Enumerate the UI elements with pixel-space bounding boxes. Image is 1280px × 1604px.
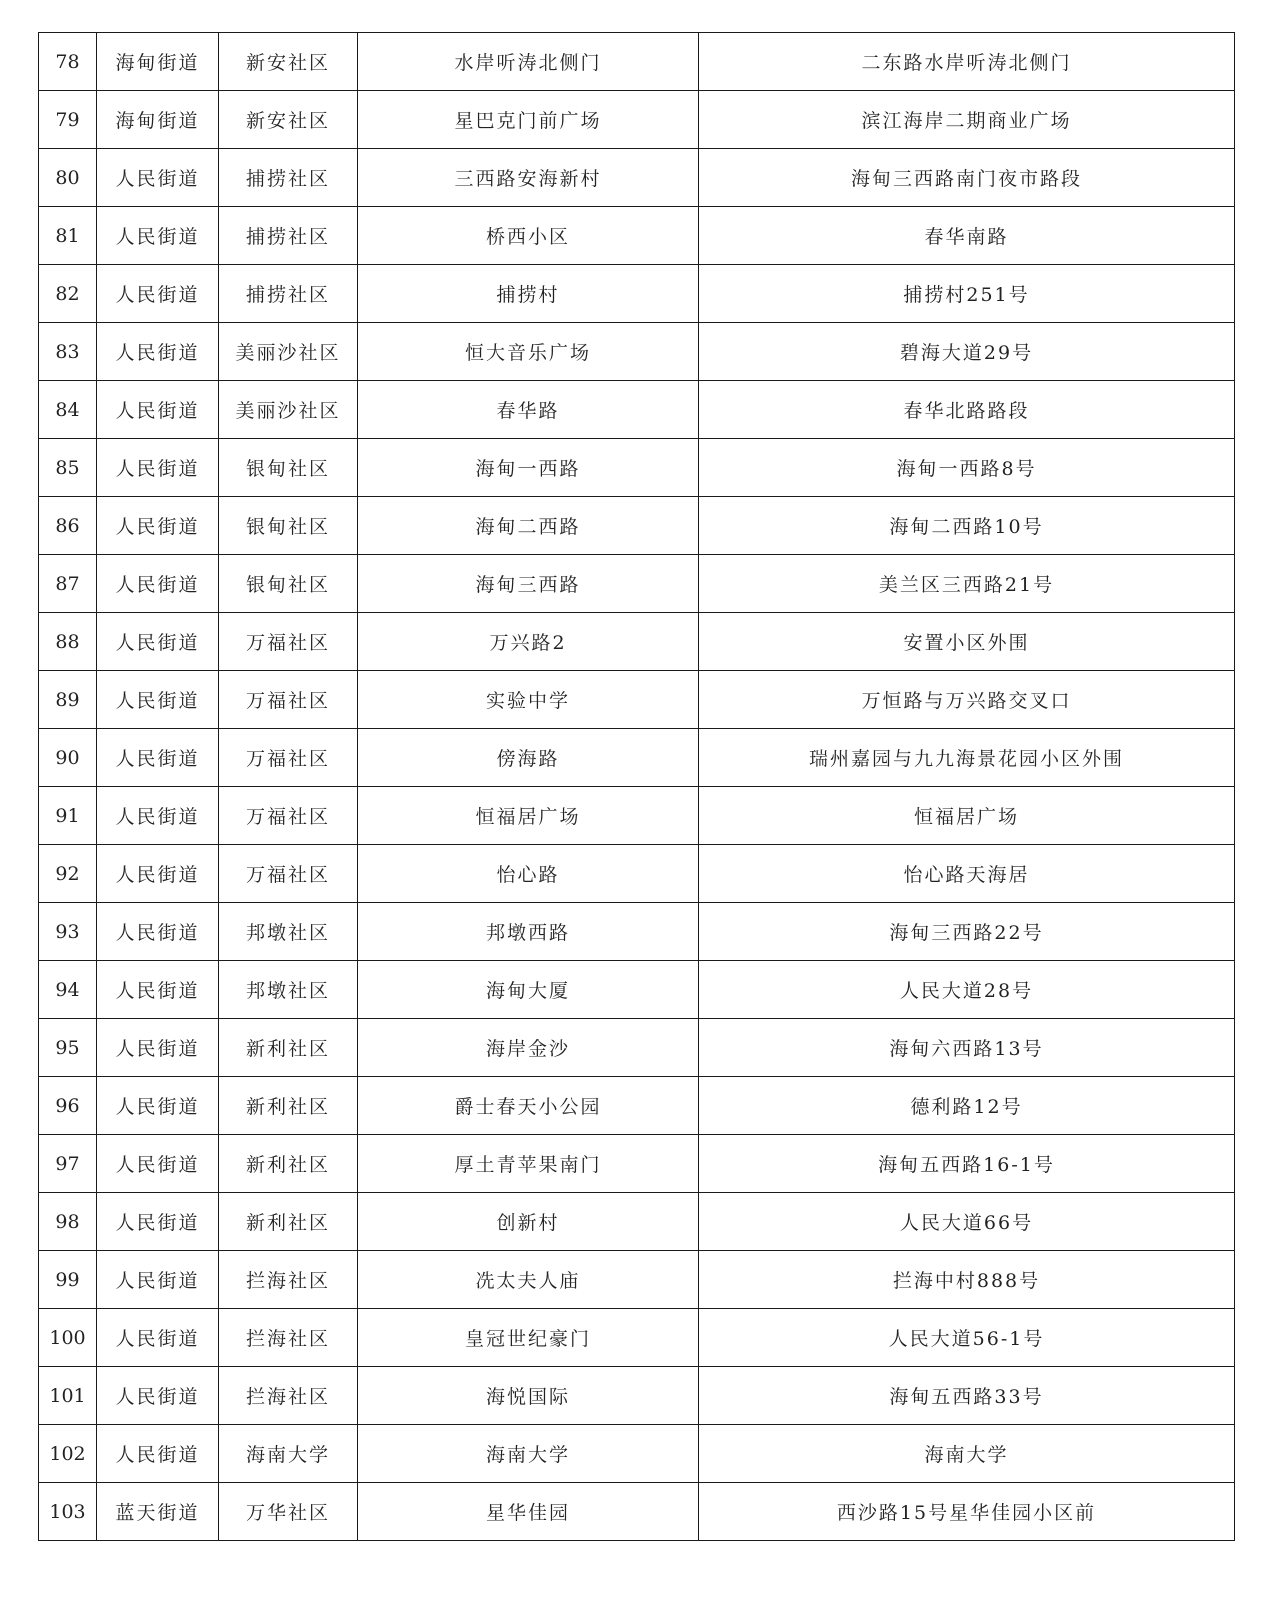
street-cell: 人民街道 [97, 729, 219, 787]
address-cell: 碧海大道29号 [699, 323, 1235, 381]
table-row [39, 903, 1235, 961]
street-cell: 人民街道 [97, 1193, 219, 1251]
street-cell: 人民街道 [97, 613, 219, 671]
community-cell: 万福社区 [219, 729, 358, 787]
street-cell: 人民街道 [97, 555, 219, 613]
community-cell: 新安社区 [219, 33, 358, 91]
row-number-cell: 86 [39, 497, 97, 555]
address-cell: 人民大道56-1号 [699, 1309, 1235, 1367]
street-cell: 人民街道 [97, 1425, 219, 1483]
table-row [39, 1251, 1235, 1309]
table-row [39, 497, 1235, 555]
row-number-cell: 88 [39, 613, 97, 671]
row-number-cell: 101 [39, 1367, 97, 1425]
address-cell: 海甸三西路南门夜市路段 [699, 149, 1235, 207]
community-cell: 新利社区 [219, 1019, 358, 1077]
table-row [39, 1425, 1235, 1483]
address-cell: 海甸五西路33号 [699, 1367, 1235, 1425]
location-cell: 桥西小区 [358, 207, 699, 265]
address-cell: 人民大道28号 [699, 961, 1235, 1019]
table-row [39, 1309, 1235, 1367]
table-row [39, 845, 1235, 903]
street-cell: 人民街道 [97, 497, 219, 555]
row-number-cell: 103 [39, 1483, 97, 1541]
row-number-cell: 85 [39, 439, 97, 497]
address-cell: 海甸三西路22号 [699, 903, 1235, 961]
location-cell: 恒福居广场 [358, 787, 699, 845]
community-cell: 新利社区 [219, 1193, 358, 1251]
community-cell: 银甸社区 [219, 555, 358, 613]
street-cell: 人民街道 [97, 149, 219, 207]
table-row [39, 1019, 1235, 1077]
table-row [39, 961, 1235, 1019]
table-row [39, 1367, 1235, 1425]
community-cell: 邦墩社区 [219, 961, 358, 1019]
row-number-cell: 97 [39, 1135, 97, 1193]
location-cell: 春华路 [358, 381, 699, 439]
address-cell: 万恒路与万兴路交叉口 [699, 671, 1235, 729]
street-cell: 人民街道 [97, 671, 219, 729]
table-row [39, 33, 1235, 91]
location-cell: 海岸金沙 [358, 1019, 699, 1077]
location-cell: 皇冠世纪豪门 [358, 1309, 699, 1367]
address-cell: 拦海中村888号 [699, 1251, 1235, 1309]
location-cell: 恒大音乐广场 [358, 323, 699, 381]
street-cell: 人民街道 [97, 787, 219, 845]
table-row [39, 1483, 1235, 1541]
community-cell: 万福社区 [219, 787, 358, 845]
table-row [39, 439, 1235, 497]
address-cell: 海甸二西路10号 [699, 497, 1235, 555]
community-cell: 银甸社区 [219, 497, 358, 555]
table-row [39, 91, 1235, 149]
table-row [39, 1077, 1235, 1135]
row-number-cell: 94 [39, 961, 97, 1019]
community-cell: 万福社区 [219, 613, 358, 671]
table-row [39, 265, 1235, 323]
address-cell: 滨江海岸二期商业广场 [699, 91, 1235, 149]
street-cell: 海甸街道 [97, 91, 219, 149]
row-number-cell: 92 [39, 845, 97, 903]
address-cell: 春华南路 [699, 207, 1235, 265]
location-cell: 海甸一西路 [358, 439, 699, 497]
location-cell: 水岸听涛北侧门 [358, 33, 699, 91]
data-table [38, 32, 1235, 1541]
row-number-cell: 79 [39, 91, 97, 149]
street-cell: 人民街道 [97, 1309, 219, 1367]
row-number-cell: 91 [39, 787, 97, 845]
address-cell: 德利路12号 [699, 1077, 1235, 1135]
table-row [39, 613, 1235, 671]
location-cell: 海甸大厦 [358, 961, 699, 1019]
row-number-cell: 89 [39, 671, 97, 729]
table-row [39, 555, 1235, 613]
row-number-cell: 100 [39, 1309, 97, 1367]
row-number-cell: 78 [39, 33, 97, 91]
street-cell: 人民街道 [97, 845, 219, 903]
table-row [39, 671, 1235, 729]
row-number-cell: 96 [39, 1077, 97, 1135]
address-cell: 美兰区三西路21号 [699, 555, 1235, 613]
location-cell: 傍海路 [358, 729, 699, 787]
address-cell: 怡心路天海居 [699, 845, 1235, 903]
row-number-cell: 102 [39, 1425, 97, 1483]
community-cell: 捕捞社区 [219, 207, 358, 265]
location-cell: 实验中学 [358, 671, 699, 729]
community-cell: 新利社区 [219, 1077, 358, 1135]
row-number-cell: 81 [39, 207, 97, 265]
location-cell: 爵士春天小公园 [358, 1077, 699, 1135]
row-number-cell: 95 [39, 1019, 97, 1077]
location-cell: 捕捞村 [358, 265, 699, 323]
street-cell: 人民街道 [97, 1077, 219, 1135]
address-cell: 恒福居广场 [699, 787, 1235, 845]
table-row [39, 323, 1235, 381]
address-cell: 海甸五西路16-1号 [699, 1135, 1235, 1193]
location-cell: 星华佳园 [358, 1483, 699, 1541]
location-cell: 创新村 [358, 1193, 699, 1251]
street-cell: 人民街道 [97, 439, 219, 497]
location-cell: 海南大学 [358, 1425, 699, 1483]
row-number-cell: 99 [39, 1251, 97, 1309]
street-cell: 人民街道 [97, 1019, 219, 1077]
address-cell: 二东路水岸听涛北侧门 [699, 33, 1235, 91]
row-number-cell: 80 [39, 149, 97, 207]
table-row [39, 1135, 1235, 1193]
address-cell: 海甸六西路13号 [699, 1019, 1235, 1077]
location-cell: 冼太夫人庙 [358, 1251, 699, 1309]
street-cell: 人民街道 [97, 1135, 219, 1193]
community-cell: 邦墩社区 [219, 903, 358, 961]
community-cell: 拦海社区 [219, 1309, 358, 1367]
address-cell: 西沙路15号星华佳园小区前 [699, 1483, 1235, 1541]
location-cell: 三西路安海新村 [358, 149, 699, 207]
community-cell: 拦海社区 [219, 1251, 358, 1309]
community-cell: 海南大学 [219, 1425, 358, 1483]
table-row [39, 381, 1235, 439]
community-cell: 万福社区 [219, 671, 358, 729]
community-cell: 美丽沙社区 [219, 323, 358, 381]
community-cell: 美丽沙社区 [219, 381, 358, 439]
location-cell: 星巴克门前广场 [358, 91, 699, 149]
street-cell: 人民街道 [97, 207, 219, 265]
address-cell: 人民大道66号 [699, 1193, 1235, 1251]
row-number-cell: 98 [39, 1193, 97, 1251]
table-row [39, 729, 1235, 787]
location-cell: 海甸三西路 [358, 555, 699, 613]
street-cell: 海甸街道 [97, 33, 219, 91]
community-cell: 银甸社区 [219, 439, 358, 497]
community-cell: 新利社区 [219, 1135, 358, 1193]
street-cell: 人民街道 [97, 903, 219, 961]
street-cell: 人民街道 [97, 381, 219, 439]
street-cell: 人民街道 [97, 323, 219, 381]
table-row [39, 149, 1235, 207]
community-cell: 万福社区 [219, 845, 358, 903]
row-number-cell: 93 [39, 903, 97, 961]
community-cell: 捕捞社区 [219, 265, 358, 323]
table-row [39, 787, 1235, 845]
street-cell: 蓝天街道 [97, 1483, 219, 1541]
table-row [39, 207, 1235, 265]
street-cell: 人民街道 [97, 961, 219, 1019]
location-cell: 万兴路2 [358, 613, 699, 671]
location-cell: 厚土青苹果南门 [358, 1135, 699, 1193]
row-number-cell: 84 [39, 381, 97, 439]
table-row [39, 1193, 1235, 1251]
community-cell: 拦海社区 [219, 1367, 358, 1425]
address-cell: 春华北路路段 [699, 381, 1235, 439]
table-body [39, 33, 1235, 1541]
location-cell: 邦墩西路 [358, 903, 699, 961]
address-cell: 海南大学 [699, 1425, 1235, 1483]
address-cell: 捕捞村251号 [699, 265, 1235, 323]
row-number-cell: 90 [39, 729, 97, 787]
address-cell: 瑞州嘉园与九九海景花园小区外围 [699, 729, 1235, 787]
community-cell: 捕捞社区 [219, 149, 358, 207]
address-cell: 海甸一西路8号 [699, 439, 1235, 497]
street-cell: 人民街道 [97, 1251, 219, 1309]
location-cell: 海甸二西路 [358, 497, 699, 555]
row-number-cell: 83 [39, 323, 97, 381]
community-cell: 新安社区 [219, 91, 358, 149]
row-number-cell: 87 [39, 555, 97, 613]
location-cell: 怡心路 [358, 845, 699, 903]
address-cell: 安置小区外围 [699, 613, 1235, 671]
location-cell: 海悦国际 [358, 1367, 699, 1425]
community-cell: 万华社区 [219, 1483, 358, 1541]
street-cell: 人民街道 [97, 1367, 219, 1425]
row-number-cell: 82 [39, 265, 97, 323]
street-cell: 人民街道 [97, 265, 219, 323]
